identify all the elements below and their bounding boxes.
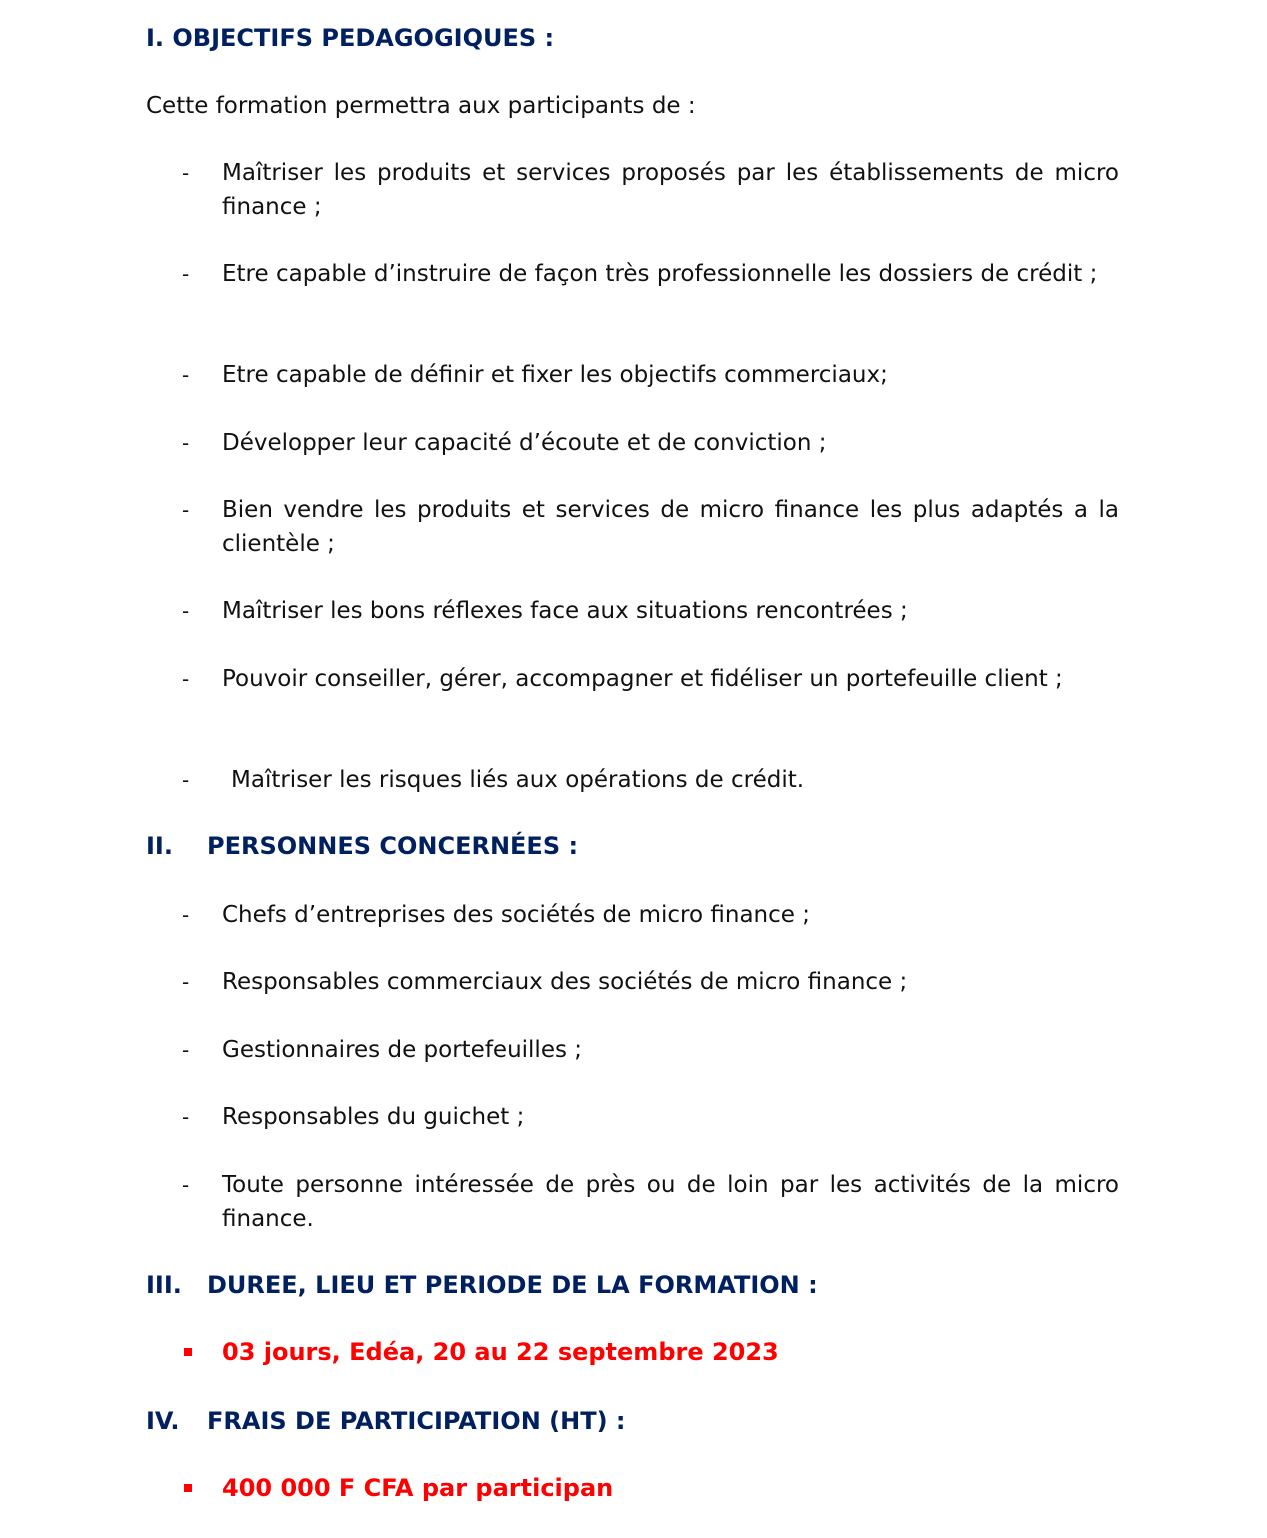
- section-heading-objectives: [146, 23, 554, 53]
- objective-text: Pouvoir conseiller, gérer, accompagner et fidéliser un portefeuille client ;: [222, 666, 1063, 692]
- section-heading-duration: [146, 1270, 818, 1300]
- objective-text: Développer leur capacité d’écoute et de conviction ;: [222, 430, 827, 456]
- dash-bullet: -: [182, 768, 190, 792]
- square-bullet-icon: [184, 1484, 192, 1492]
- audience-text: Responsables commerciaux des sociétés de micro finance ;: [222, 969, 908, 995]
- objective-text: Maîtriser les produits et services proposés par les établissements de micro finance ;: [222, 160, 1119, 220]
- dash-bullet: -: [182, 1105, 190, 1129]
- audience-text: Gestionnaires de portefeuilles ;: [222, 1037, 583, 1063]
- section-number: IV.: [146, 1407, 180, 1435]
- dash-bullet: -: [182, 161, 190, 185]
- dash-bullet: -: [182, 970, 190, 994]
- dash-bullet: -: [182, 431, 190, 455]
- audience-text: Toute personne intéressée de près ou de loin par les activités de la micro finance.: [222, 1172, 1119, 1232]
- duration-text: 03 jours, Edéa, 20 au 22 septembre 2023: [222, 1338, 779, 1366]
- objectives-intro: Cette formation permettra aux participants de :: [146, 93, 696, 119]
- section-title: OBJECTIFS PEDAGOGIQUES :: [172, 24, 555, 52]
- fees-text: 400 000 F CFA par participan: [222, 1474, 614, 1502]
- section-title: FRAIS DE PARTICIPATION (HT) :: [207, 1407, 626, 1435]
- section-number: II.: [146, 832, 173, 860]
- section-number: I.: [146, 24, 165, 52]
- section-title: DUREE, LIEU ET PERIODE DE LA FORMATION :: [207, 1271, 818, 1299]
- objective-text: Maîtriser les risques liés aux opérations de crédit.: [231, 767, 805, 793]
- dash-bullet: -: [182, 599, 190, 623]
- section-heading-fees: [146, 1406, 626, 1436]
- dash-bullet: -: [182, 262, 190, 286]
- objective-text: Bien vendre les produits et services de micro finance les plus adaptés a la clientèle ;: [222, 497, 1119, 557]
- audience-text: Chefs d’entreprises des sociétés de micro finance ;: [222, 902, 810, 928]
- dash-bullet: -: [182, 1173, 190, 1197]
- dash-bullet: -: [182, 667, 190, 691]
- objective-text: Maîtriser les bons réflexes face aux situations rencontrées ;: [222, 598, 908, 624]
- objective-text: Etre capable de définir et fixer les objectifs commerciaux;: [222, 362, 888, 388]
- dash-bullet: -: [182, 498, 190, 522]
- section-title: PERSONNES CONCERNÉES :: [207, 832, 579, 860]
- square-bullet-icon: [184, 1348, 192, 1356]
- objective-text: Etre capable d’instruire de façon très professionnelle les dossiers de crédit ;: [222, 261, 1098, 287]
- dash-bullet: -: [182, 363, 190, 387]
- dash-bullet: -: [182, 903, 190, 927]
- dash-bullet: -: [182, 1038, 190, 1062]
- section-heading-audience: [146, 831, 578, 861]
- section-number: III.: [146, 1271, 182, 1299]
- audience-text: Responsables du guichet ;: [222, 1104, 525, 1130]
